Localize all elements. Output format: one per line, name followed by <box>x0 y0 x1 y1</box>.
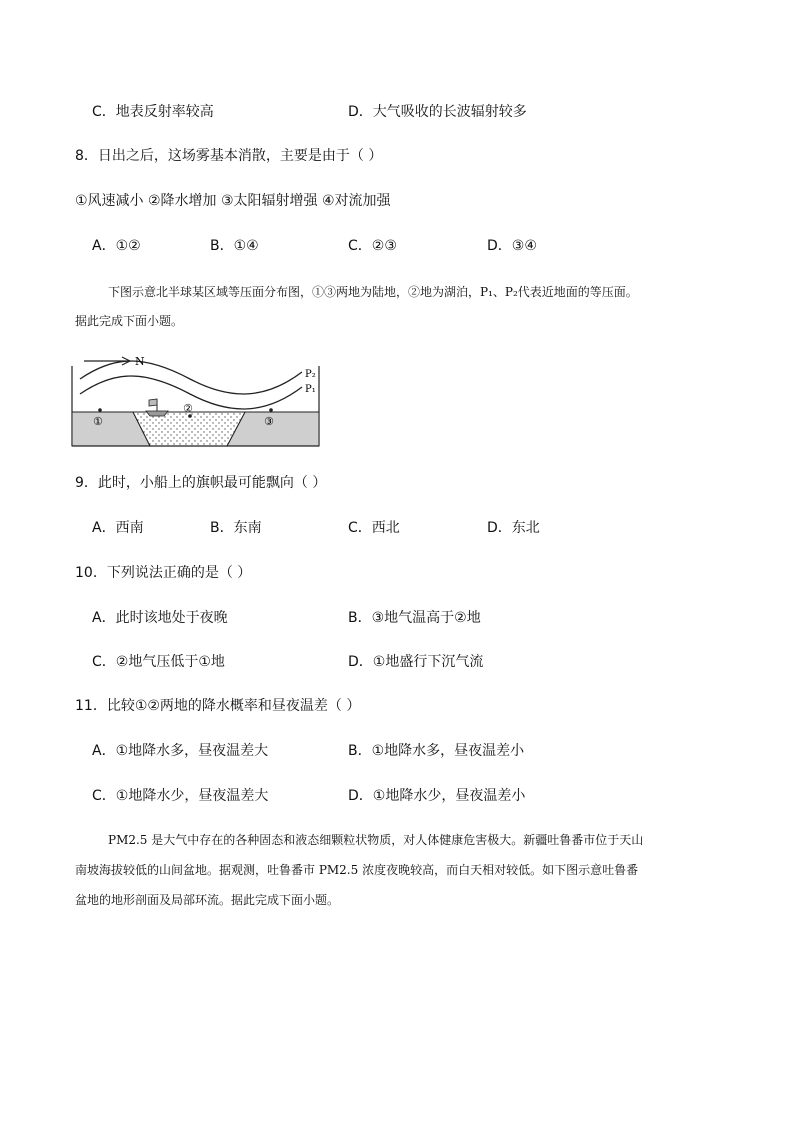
q9-option-c: C．西北 <box>348 520 400 536</box>
q10-option-b: B．③地气温高于②地 <box>348 610 481 626</box>
passage2-line3: 盆地的地形剖面及局部环流。据此完成下面小题。 <box>75 893 340 907</box>
q11-stem: 11．比较①②两地的降水概率和昼夜温差（ ） <box>75 698 361 714</box>
q9-stem: 9．此时，小船上的旗帜最可能飘向（ ） <box>75 475 327 491</box>
q10-option-d: D．①地盛行下沉气流 <box>348 654 484 670</box>
q9-option-b: B．东南 <box>210 520 262 536</box>
site1-dot <box>98 408 102 412</box>
passage2-line2: 南坡海拔较低的山间盆地。据观测，吐鲁番市 PM2.5 浓度夜晚较高，而白天相对较低。如下图示意吐鲁番 <box>75 863 639 877</box>
q7-option-d: D．大气吸收的长波辐射较多 <box>348 104 527 120</box>
q11-option-c: C．①地降水少，昼夜温差大 <box>92 788 269 804</box>
q11-option-b: B．①地降水多，昼夜温差小 <box>348 743 525 759</box>
q8-option-b: B．①④ <box>210 238 259 254</box>
boat-icon <box>146 399 168 416</box>
q10-option-a: A．此时该地处于夜晚 <box>92 610 228 626</box>
site3-label: ③ <box>264 415 274 428</box>
q11-option-a: A．①地降水多，昼夜温差大 <box>92 743 269 759</box>
q10-option-c: C．②地气压低于①地 <box>92 654 225 670</box>
q9-option-a: A．西南 <box>92 520 144 536</box>
isobar-p2 <box>80 361 302 394</box>
p1-label: P₁ <box>305 384 316 395</box>
q9-option-d: D．东北 <box>487 520 540 536</box>
q7-option-c: C．地表反射率较高 <box>92 104 214 120</box>
q11-option-d: D．①地降水少，昼夜温差小 <box>348 788 526 804</box>
q8-option-d: D．③④ <box>487 238 537 254</box>
passage1-line2: 据此完成下面小题。 <box>75 314 184 328</box>
q8-option-a: A．①② <box>92 238 141 254</box>
site2-label: ② <box>183 402 193 415</box>
passage2-line1: PM2.5 是大气中存在的各种固态和液态细颗粒状物质，对人体健康危害极大。新疆吐鲁番市位于天山 <box>108 833 644 847</box>
q8-option-c: C．②③ <box>348 238 397 254</box>
site1-label: ① <box>93 415 103 428</box>
q8-items: ①风速减小 ②降水增加 ③太阳辐射增强 ④对流加强 <box>75 193 391 209</box>
passage1-line1: 下图示意北半球某区域等压面分布图，①③两地为陆地，②地为湖泊，P₁、P₂代表近地面的等压面。 <box>108 285 638 299</box>
p2-label: P₂ <box>305 369 316 380</box>
site3-dot <box>269 408 273 412</box>
north-label: N <box>135 355 145 368</box>
q8-stem: 8．日出之后，这场雾基本消散，主要是由于（ ） <box>75 148 383 164</box>
isobar-diagram <box>70 352 330 450</box>
q10-stem: 10．下列说法正确的是（ ） <box>75 565 252 581</box>
